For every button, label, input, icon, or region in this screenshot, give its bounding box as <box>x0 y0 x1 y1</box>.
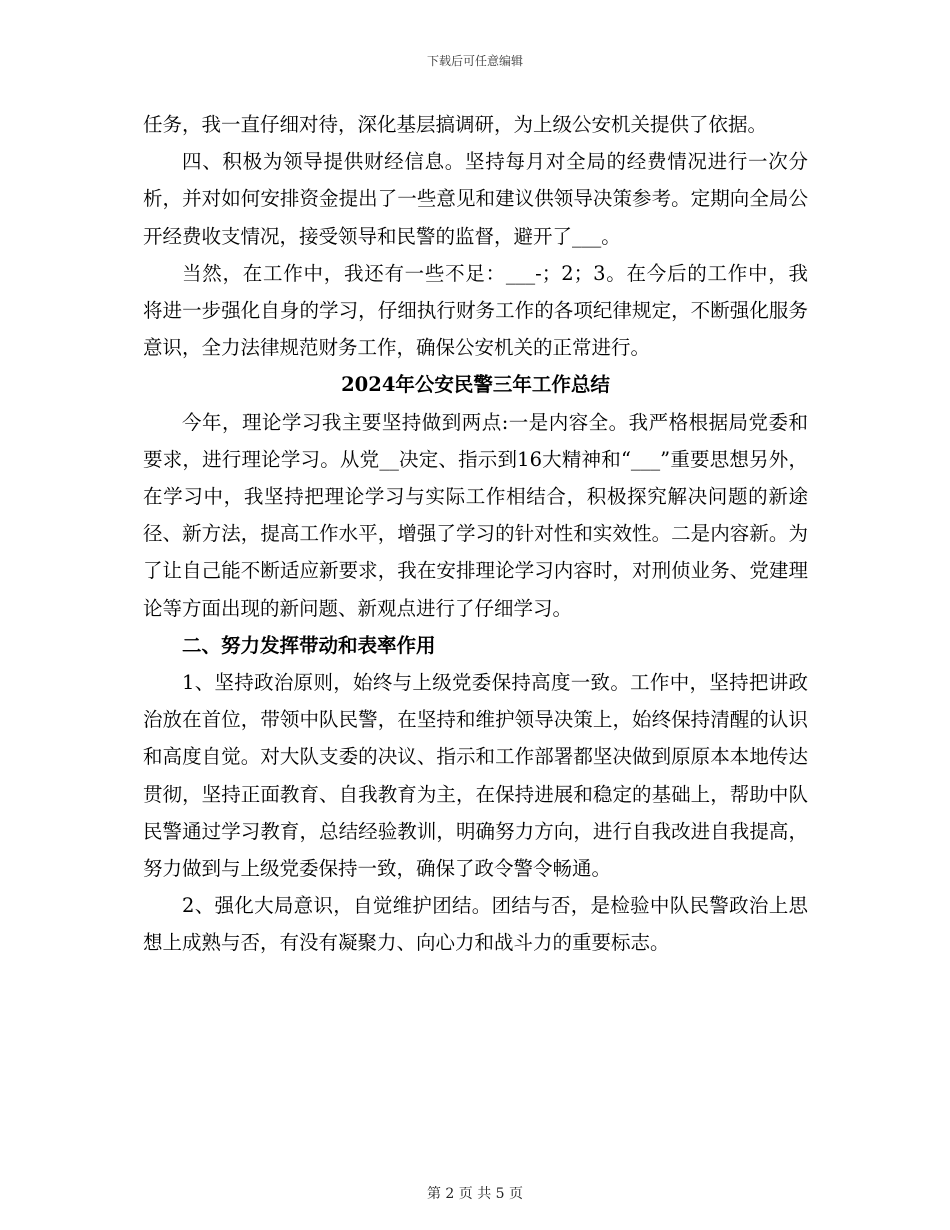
paragraph-unity: 2、强化大局意识，自觉维护团结。团结与否，是检验中队民警政治上思想上成熟与否，有没有凝聚力、向心力和战斗力的重要标志。 <box>143 894 808 955</box>
page-header: 下载后可任意编辑 <box>426 54 523 68</box>
paragraph-theory-study: 今年，理论学习我主要坚持做到两点:一是内容全。我严格根据局党委和要求，进行理论学习。从党__决定、指示到16大精神和“___”重要思想另外，在学习中，我坚持把理论学习与实际工作相结合，积极探究解决问题的新途径、新方法，提高工作水平，增强了学习的针对性和实效性。二是内容新。为了让自己能不断适应新要求，我在安排理论学习内容时，对刑侦业务、党建理论等方面出现的新问题、新观点进行了仔细学习。 <box>143 410 808 620</box>
paragraph-continuation: 任务，我一直仔细对待，深化基层搞调研，为上级公安机关提供了依据。 <box>143 113 768 136</box>
document-body <box>143 106 808 962</box>
page-number: 第 2 页 共 5 页 <box>426 1186 524 1202</box>
document-title: 2024年公安民警三年工作总结 <box>341 373 610 397</box>
section-heading-2: 二、努力发挥带动和表率作用 <box>182 633 436 657</box>
paragraph-political-principle: 1、坚持政治原则，始终与上级党委保持高度一致。工作中，坚持把讲政治放在首位，带领中队民警，在坚持和维护领导决策上，始终保持清醒的认识和高度自觉。对大队支委的决议、指示和工作部署都坚决做到原原本本地传达贯彻，坚持正面教育、自我教育为主，在保持进展和稳定的基础上，帮助中队民警通过学习教育，总结经验教训，明确努力方向，进行自我改进自我提高，努力做到与上级党委保持一致，确保了政令警令畅通。 <box>143 671 808 881</box>
paragraph-shortcomings: 当然，在工作中，我还有一些不足：___-；2；3。在今后的工作中，我将进一步强化自身的学习，仔细执行财务工作的各项纪律规定，不断强化服务意识，全力法律规范财务工作，确保公安机关的正常进行。 <box>143 261 808 360</box>
paragraph-finance-info: 四、积极为领导提供财经信息。坚持每月对全局的经费情况进行一次分析，并对如何安排资金提出了一些意见和建议供领导决策参考。定期向全局公开经费收支情况，接受领导和民警的监督，避开了___。 <box>143 150 808 248</box>
